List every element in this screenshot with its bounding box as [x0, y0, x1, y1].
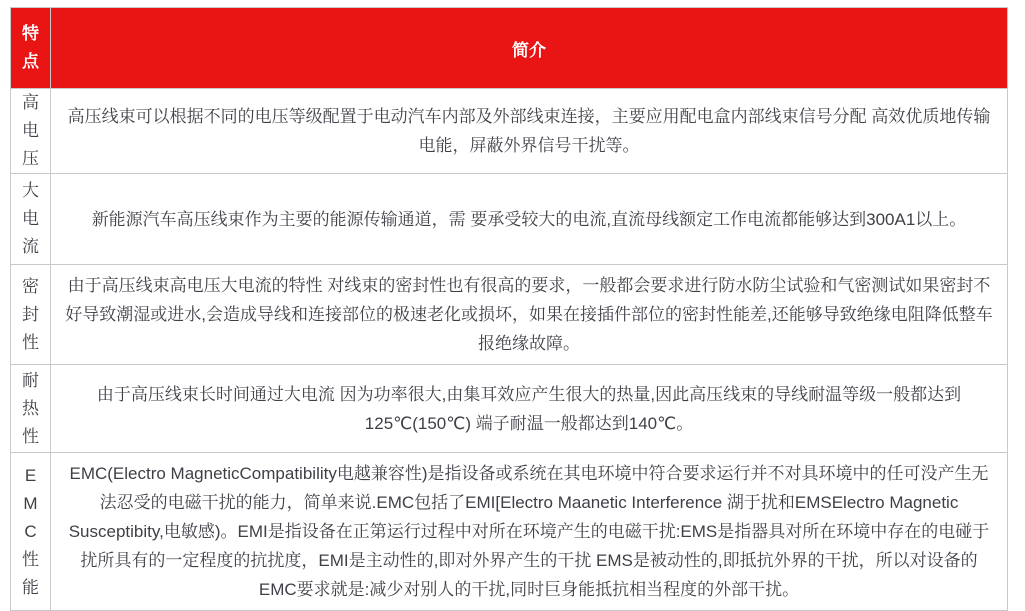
features-table — [10, 7, 1008, 611]
description-cell: 新能源汽车高压线束作为主要的能源传输通道，需 要承受较大的电流,直流母线额定工作电流都能够达到300A1以上。 — [51, 174, 1008, 265]
table-row — [11, 89, 1008, 174]
feature-cell — [11, 89, 51, 174]
feature-label: 大电流 — [21, 181, 39, 256]
table-row — [11, 365, 1008, 453]
table-row — [11, 265, 1008, 365]
description-cell: 由于高压线束长时间通过大电流 因为功率很大,由集耳效应产生很大的热量,因此高压线束的导线耐温等级一般都达到125℃(150℃) 端子耐温一般都达到140℃。 — [51, 365, 1008, 453]
description-cell: EMC(Electro MagneticCompatibility电越兼容性)是指设备或系统在其电环境中符合要求运行并不对具环境中的任可没产生无法忍受的电磁干扰的能力，简单来说.EMC包括了EMI[Electro Maanetic Interference 湖于扰和EMSElectro Magnetic Susceptibity,电敏感)。EMI是指设备在正第运行过程中对所在环境产生的电磁干扰:EMS是指器具对所在环境中存在的电碰于扰所具有的一定程度的抗扰度，EMI是主动性的,即对外界产生的干扰 EMS是被动性的,即抵抗外界的干扰，所以对设备的EMC要求就是:减少对别人的干扰,同时巨身能抵抗相当程度的外部干扰。 — [51, 453, 1008, 611]
feature-label: 高电压 — [21, 93, 39, 168]
feature-cell — [11, 365, 51, 453]
intro-column-header-label: 简介 — [512, 40, 546, 60]
feature-label: 密封性 — [21, 276, 39, 352]
intro-column-header — [51, 8, 1008, 89]
feature-column-header-label: 特点 — [21, 24, 39, 71]
description-cell: 高压线束可以根据不同的电压等级配置于电动汽车内部及外部线束连接，主要应用配电盒内部线束信号分配 高效优质地传输电能，屏蔽外界信号干扰等。 — [51, 89, 1008, 174]
feature-cell — [11, 265, 51, 365]
table-header-row — [11, 8, 1008, 89]
feature-label: 耐热性 — [21, 370, 39, 446]
feature-column-header — [11, 8, 51, 89]
feature-cell — [11, 453, 51, 611]
feature-cell — [11, 174, 51, 265]
feature-label: EMC性能 — [21, 465, 39, 597]
description-cell: 由于高压线束高电压大电流的特性 对线束的密封性也有很高的要求，一般都会要求进行防水防尘试验和气密测试如果密封不好导致潮湿或进水,会造成导线和连接部位的极速老化或损坏，如果在接插件部位的密封性能差,还能够导致绝缘电阻降低整车报绝缘故障。 — [51, 265, 1008, 365]
table-row — [11, 453, 1008, 611]
table-row — [11, 174, 1008, 265]
